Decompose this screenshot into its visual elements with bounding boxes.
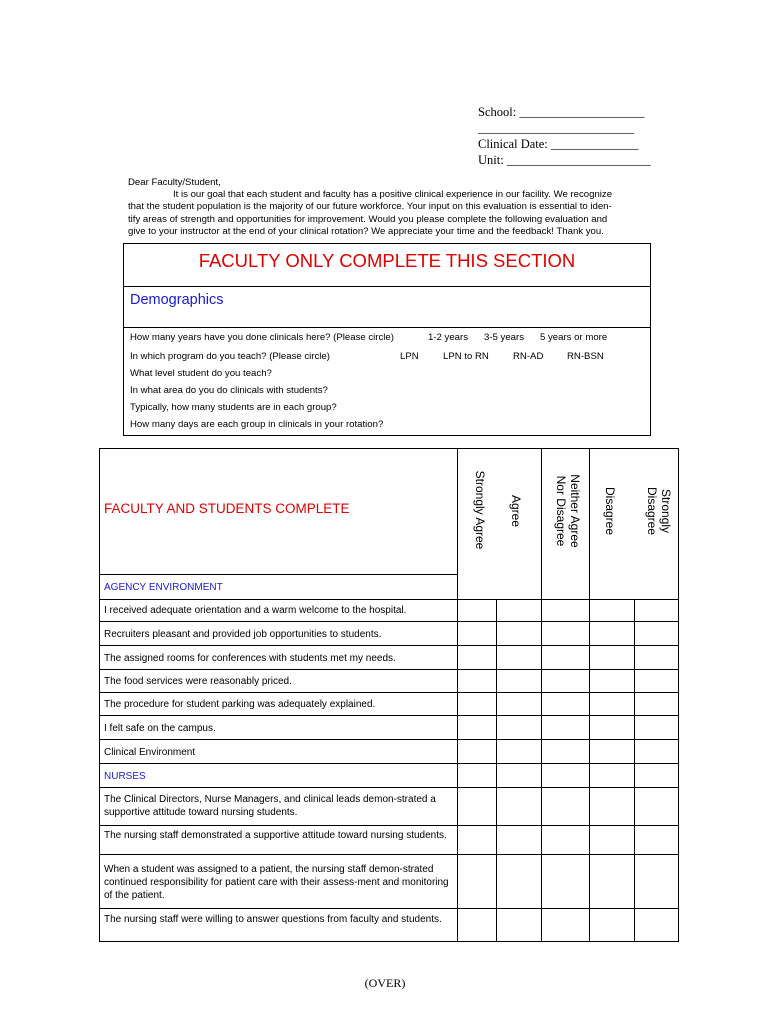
row-patient-responsibility: When a student was assigned to a patient, the nursing staff demon-strated continued responsibility for patient care with their assess-ment and monitoring of the patient. [104, 864, 449, 901]
row-divider [100, 599, 457, 600]
section-nurses: NURSES [104, 771, 146, 782]
col-strongly-disagree [645, 441, 673, 581]
school-field-cont[interactable]: _________________________ [478, 121, 635, 135]
row-recruiters: Recruiters pleasant and provided job opportunities to students. [104, 629, 382, 640]
col-neither-line1: Neither Agree [568, 474, 582, 548]
demographics-title: Demographics [124, 286, 650, 328]
letter-line: tify areas of strength and opportunities for improvement. Would you please complete the following evaluation and [128, 213, 608, 225]
row-orientation: I received adequate orientation and a warm welcome to the hospital. [104, 605, 407, 616]
row-divider [100, 825, 678, 826]
row-divider [100, 645, 678, 646]
question-level: What level student do you teach? [130, 368, 272, 379]
col-disagree: Disagree [603, 486, 617, 536]
clinical-date-field[interactable]: Clinical Date: ______________ [478, 137, 639, 151]
row-divider [100, 787, 678, 788]
row-divider [100, 739, 678, 740]
page-footer-over: (OVER) [364, 976, 406, 990]
row-conference-rooms: The assigned rooms for conferences with students met my needs. [104, 653, 396, 664]
column-divider [496, 599, 497, 941]
row-divider [100, 854, 678, 855]
row-answer-questions: The nursing staff were willing to answer questions from faculty and students. [104, 914, 442, 925]
evaluation-table [99, 448, 679, 942]
row-food-services: The food services were reasonably priced. [104, 676, 292, 687]
question-area: In what area do you do clinicals with students? [130, 385, 328, 396]
option-5-plus-years[interactable]: 5 years or more [540, 332, 608, 343]
question-years: How many years have you done clinicals here? (Please circle) [130, 332, 394, 343]
column-divider [589, 449, 590, 941]
unit-field[interactable]: Unit: _______________________ [478, 153, 651, 167]
row-divider [100, 692, 678, 693]
column-divider [457, 449, 458, 941]
row-clinical-directors: The Clinical Directors, Nurse Managers, and clinical leads demon-strated a supportive attitude toward nursing students. [104, 794, 436, 818]
column-divider [541, 449, 542, 941]
col-sd-line2: Disagree [645, 486, 659, 536]
question-group-size: Typically, how many students are in each group? [130, 402, 337, 413]
row-safety: I felt safe on the campus. [104, 723, 216, 734]
letter-greeting: Dear Faculty/Student, [128, 177, 221, 188]
letter-line: give to your instructor at the end of your clinical rotation? We appreciate your time and the feedback! Thank you. [128, 225, 604, 237]
col-strongly-agree: Strongly Agree [473, 470, 487, 550]
row-divider [100, 908, 678, 909]
option-1-2-years[interactable]: 1-2 years [428, 332, 468, 343]
eval-section-title: FACULTY AND STUDENTS COMPLETE [104, 501, 350, 516]
question-days: How many days are each group in clinicals in your rotation? [130, 419, 384, 430]
row-divider [100, 715, 678, 716]
section-agency-environment: AGENCY ENVIRONMENT [104, 582, 223, 593]
row-parking: The procedure for student parking was adequately explained. [104, 699, 376, 710]
letter-line: that the student population is the majority of our future workforce. Your input on this evaluation is essential to iden- [128, 201, 612, 213]
row-divider [100, 621, 678, 622]
col-agree: Agree [509, 494, 523, 528]
row-divider [100, 763, 678, 764]
row-divider [457, 599, 678, 600]
row-nursing-staff-attitude: The nursing staff demonstrated a supportive attitude toward nursing students. [104, 830, 447, 841]
col-neither-line2: Nor Disagree [554, 475, 568, 547]
col-sd-line1: Strongly [659, 488, 673, 534]
option-3-5-years[interactable]: 3-5 years [484, 332, 524, 343]
option-lpn[interactable]: LPN [400, 351, 419, 362]
row-clinical-environment: Clinical Environment [104, 747, 196, 758]
question-program: In which program do you teach? (Please circle) [130, 351, 330, 362]
school-field[interactable]: School: ____________________ [478, 105, 645, 119]
intro-letter [128, 177, 640, 238]
faculty-section-title: FACULTY ONLY COMPLETE THIS SECTION [124, 244, 650, 287]
school-info-block [478, 104, 653, 168]
letter-line: It is our goal that each student and faculty has a positive clinical experience in our facility. We recognize [173, 189, 613, 201]
option-rn-ad[interactable]: RN-AD [513, 351, 544, 362]
row-divider [100, 574, 457, 575]
col-neither [554, 441, 582, 581]
row-divider [100, 669, 678, 670]
faculty-only-section [123, 243, 651, 436]
option-lpn-to-rn[interactable]: LPN to RN [443, 351, 489, 362]
option-rn-bsn[interactable]: RN-BSN [567, 351, 604, 362]
column-divider [634, 599, 635, 941]
